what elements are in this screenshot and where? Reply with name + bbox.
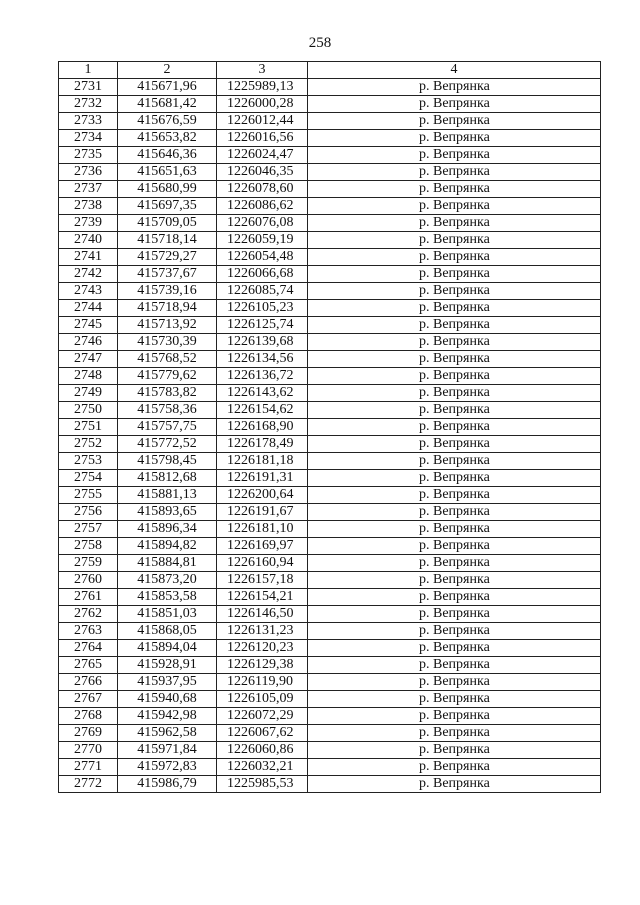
- table-row: [59, 674, 601, 691]
- table-row: [59, 538, 601, 555]
- x-coordinate-cell: 415651,63: [118, 164, 217, 181]
- description-cell: р. Вепрянка: [308, 589, 601, 606]
- table-row: [59, 521, 601, 538]
- table-row: [59, 181, 601, 198]
- description-cell: р. Вепрянка: [308, 538, 601, 555]
- description-cell: р. Вепрянка: [308, 487, 601, 504]
- y-coordinate-cell: 1226200,64: [217, 487, 308, 504]
- table-row: [59, 232, 601, 249]
- point-number-cell: 2758: [59, 538, 118, 555]
- description-cell: р. Вепрянка: [308, 249, 601, 266]
- point-number-cell: 2764: [59, 640, 118, 657]
- point-number-cell: 2767: [59, 691, 118, 708]
- x-coordinate-cell: 415680,99: [118, 181, 217, 198]
- point-number-cell: 2741: [59, 249, 118, 266]
- table-row: [59, 130, 601, 147]
- y-coordinate-cell: 1226119,90: [217, 674, 308, 691]
- x-coordinate-cell: 415894,04: [118, 640, 217, 657]
- point-number-cell: 2769: [59, 725, 118, 742]
- x-coordinate-cell: 415942,98: [118, 708, 217, 725]
- x-coordinate-cell: 415896,34: [118, 521, 217, 538]
- point-number-cell: 2744: [59, 300, 118, 317]
- y-coordinate-cell: 1226076,08: [217, 215, 308, 232]
- x-coordinate-cell: 415853,58: [118, 589, 217, 606]
- description-cell: р. Вепрянка: [308, 606, 601, 623]
- point-number-cell: 2752: [59, 436, 118, 453]
- table-row: [59, 334, 601, 351]
- point-number-cell: 2733: [59, 113, 118, 130]
- x-coordinate-cell: 415928,91: [118, 657, 217, 674]
- point-number-cell: 2761: [59, 589, 118, 606]
- description-cell: р. Вепрянка: [308, 521, 601, 538]
- y-coordinate-cell: 1226181,10: [217, 521, 308, 538]
- x-coordinate-cell: 415893,65: [118, 504, 217, 521]
- y-coordinate-cell: 1225985,53: [217, 776, 308, 793]
- table-row: [59, 776, 601, 793]
- x-coordinate-cell: 415758,36: [118, 402, 217, 419]
- y-coordinate-cell: 1226085,74: [217, 283, 308, 300]
- point-number-cell: 2738: [59, 198, 118, 215]
- table-row: [59, 96, 601, 113]
- table-row: [59, 385, 601, 402]
- coordinates-table: [58, 61, 601, 793]
- x-coordinate-cell: 415709,05: [118, 215, 217, 232]
- table-row: [59, 742, 601, 759]
- table-row: [59, 759, 601, 776]
- description-cell: р. Вепрянка: [308, 232, 601, 249]
- table-row: [59, 317, 601, 334]
- table-row: [59, 113, 601, 130]
- table-row: [59, 266, 601, 283]
- description-cell: р. Вепрянка: [308, 215, 601, 232]
- y-coordinate-cell: 1226157,18: [217, 572, 308, 589]
- point-number-cell: 2745: [59, 317, 118, 334]
- table-row: [59, 283, 601, 300]
- y-coordinate-cell: 1226105,23: [217, 300, 308, 317]
- point-number-cell: 2765: [59, 657, 118, 674]
- point-number-cell: 2743: [59, 283, 118, 300]
- x-coordinate-cell: 415894,82: [118, 538, 217, 555]
- point-number-cell: 2731: [59, 79, 118, 96]
- point-number-cell: 2742: [59, 266, 118, 283]
- point-number-cell: 2755: [59, 487, 118, 504]
- point-number-cell: 2763: [59, 623, 118, 640]
- point-number-cell: 2737: [59, 181, 118, 198]
- table-row: [59, 164, 601, 181]
- table-row: [59, 725, 601, 742]
- table-row: [59, 487, 601, 504]
- y-coordinate-cell: 1226060,86: [217, 742, 308, 759]
- point-number-cell: 2747: [59, 351, 118, 368]
- y-coordinate-cell: 1225989,13: [217, 79, 308, 96]
- x-coordinate-cell: 415783,82: [118, 385, 217, 402]
- x-coordinate-cell: 415757,75: [118, 419, 217, 436]
- table-row: [59, 79, 601, 96]
- description-cell: р. Вепрянка: [308, 113, 601, 130]
- point-number-cell: 2751: [59, 419, 118, 436]
- x-coordinate-cell: 415812,68: [118, 470, 217, 487]
- description-cell: р. Вепрянка: [308, 674, 601, 691]
- point-number-cell: 2732: [59, 96, 118, 113]
- table-row: [59, 198, 601, 215]
- point-number-cell: 2759: [59, 555, 118, 572]
- x-coordinate-cell: 415676,59: [118, 113, 217, 130]
- x-coordinate-cell: 415881,13: [118, 487, 217, 504]
- description-cell: р. Вепрянка: [308, 130, 601, 147]
- y-coordinate-cell: 1226131,23: [217, 623, 308, 640]
- description-cell: р. Вепрянка: [308, 657, 601, 674]
- table-row: [59, 504, 601, 521]
- description-cell: р. Вепрянка: [308, 96, 601, 113]
- x-coordinate-cell: 415962,58: [118, 725, 217, 742]
- x-coordinate-cell: 415986,79: [118, 776, 217, 793]
- y-coordinate-cell: 1226046,35: [217, 164, 308, 181]
- description-cell: р. Вепрянка: [308, 181, 601, 198]
- table-row: [59, 351, 601, 368]
- table-row: [59, 419, 601, 436]
- description-cell: р. Вепрянка: [308, 725, 601, 742]
- point-number-cell: 2754: [59, 470, 118, 487]
- description-cell: р. Вепрянка: [308, 691, 601, 708]
- column-header-point-number: 1: [59, 62, 118, 79]
- description-cell: р. Вепрянка: [308, 198, 601, 215]
- table-row: [59, 402, 601, 419]
- x-coordinate-cell: 415739,16: [118, 283, 217, 300]
- table-row: [59, 470, 601, 487]
- table-row: [59, 572, 601, 589]
- y-coordinate-cell: 1226032,21: [217, 759, 308, 776]
- y-coordinate-cell: 1226181,18: [217, 453, 308, 470]
- y-coordinate-cell: 1226154,21: [217, 589, 308, 606]
- description-cell: р. Вепрянка: [308, 147, 601, 164]
- description-cell: р. Вепрянка: [308, 283, 601, 300]
- description-cell: р. Вепрянка: [308, 504, 601, 521]
- y-coordinate-cell: 1226072,29: [217, 708, 308, 725]
- point-number-cell: 2749: [59, 385, 118, 402]
- y-coordinate-cell: 1226016,56: [217, 130, 308, 147]
- y-coordinate-cell: 1226191,31: [217, 470, 308, 487]
- x-coordinate-cell: 415718,94: [118, 300, 217, 317]
- y-coordinate-cell: 1226066,68: [217, 266, 308, 283]
- table-row: [59, 147, 601, 164]
- column-header-y: 3: [217, 62, 308, 79]
- table-row: [59, 215, 601, 232]
- x-coordinate-cell: 415937,95: [118, 674, 217, 691]
- y-coordinate-cell: 1226139,68: [217, 334, 308, 351]
- table-row: [59, 300, 601, 317]
- y-coordinate-cell: 1226191,67: [217, 504, 308, 521]
- description-cell: р. Вепрянка: [308, 436, 601, 453]
- x-coordinate-cell: 415798,45: [118, 453, 217, 470]
- description-cell: р. Вепрянка: [308, 266, 601, 283]
- table-body: [59, 79, 601, 793]
- description-cell: р. Вепрянка: [308, 368, 601, 385]
- table-row: [59, 249, 601, 266]
- point-number-cell: 2756: [59, 504, 118, 521]
- point-number-cell: 2736: [59, 164, 118, 181]
- table-row: [59, 368, 601, 385]
- table-row: [59, 436, 601, 453]
- description-cell: р. Вепрянка: [308, 402, 601, 419]
- y-coordinate-cell: 1226143,62: [217, 385, 308, 402]
- point-number-cell: 2760: [59, 572, 118, 589]
- table-row: [59, 555, 601, 572]
- description-cell: р. Вепрянка: [308, 79, 601, 96]
- page-number: 258: [308, 35, 332, 51]
- y-coordinate-cell: 1226059,19: [217, 232, 308, 249]
- point-number-cell: 2757: [59, 521, 118, 538]
- table-row: [59, 691, 601, 708]
- x-coordinate-cell: 415868,05: [118, 623, 217, 640]
- point-number-cell: 2739: [59, 215, 118, 232]
- description-cell: р. Вепрянка: [308, 300, 601, 317]
- y-coordinate-cell: 1226024,47: [217, 147, 308, 164]
- description-cell: р. Вепрянка: [308, 742, 601, 759]
- description-cell: р. Вепрянка: [308, 385, 601, 402]
- point-number-cell: 2750: [59, 402, 118, 419]
- description-cell: р. Вепрянка: [308, 334, 601, 351]
- y-coordinate-cell: 1226012,44: [217, 113, 308, 130]
- point-number-cell: 2762: [59, 606, 118, 623]
- point-number-cell: 2766: [59, 674, 118, 691]
- x-coordinate-cell: 415697,35: [118, 198, 217, 215]
- description-cell: р. Вепрянка: [308, 759, 601, 776]
- table-row: [59, 589, 601, 606]
- x-coordinate-cell: 415884,81: [118, 555, 217, 572]
- x-coordinate-cell: 415768,52: [118, 351, 217, 368]
- y-coordinate-cell: 1226178,49: [217, 436, 308, 453]
- x-coordinate-cell: 415972,83: [118, 759, 217, 776]
- table-header-row: [59, 62, 601, 79]
- table-row: [59, 708, 601, 725]
- description-cell: р. Вепрянка: [308, 351, 601, 368]
- y-coordinate-cell: 1226000,28: [217, 96, 308, 113]
- y-coordinate-cell: 1226105,09: [217, 691, 308, 708]
- column-header-x: 2: [118, 62, 217, 79]
- y-coordinate-cell: 1226136,72: [217, 368, 308, 385]
- description-cell: р. Вепрянка: [308, 572, 601, 589]
- description-cell: р. Вепрянка: [308, 317, 601, 334]
- x-coordinate-cell: 415671,96: [118, 79, 217, 96]
- y-coordinate-cell: 1226134,56: [217, 351, 308, 368]
- y-coordinate-cell: 1226078,60: [217, 181, 308, 198]
- y-coordinate-cell: 1226120,23: [217, 640, 308, 657]
- x-coordinate-cell: 415779,62: [118, 368, 217, 385]
- y-coordinate-cell: 1226160,94: [217, 555, 308, 572]
- y-coordinate-cell: 1226125,74: [217, 317, 308, 334]
- x-coordinate-cell: 415772,52: [118, 436, 217, 453]
- table-row: [59, 623, 601, 640]
- column-header-description: 4: [308, 62, 601, 79]
- x-coordinate-cell: 415653,82: [118, 130, 217, 147]
- point-number-cell: 2771: [59, 759, 118, 776]
- x-coordinate-cell: 415940,68: [118, 691, 217, 708]
- y-coordinate-cell: 1226146,50: [217, 606, 308, 623]
- description-cell: р. Вепрянка: [308, 164, 601, 181]
- point-number-cell: 2753: [59, 453, 118, 470]
- x-coordinate-cell: 415737,67: [118, 266, 217, 283]
- x-coordinate-cell: 415851,03: [118, 606, 217, 623]
- description-cell: р. Вепрянка: [308, 623, 601, 640]
- x-coordinate-cell: 415718,14: [118, 232, 217, 249]
- point-number-cell: 2734: [59, 130, 118, 147]
- x-coordinate-cell: 415730,39: [118, 334, 217, 351]
- point-number-cell: 2735: [59, 147, 118, 164]
- point-number-cell: 2772: [59, 776, 118, 793]
- description-cell: р. Вепрянка: [308, 470, 601, 487]
- description-cell: р. Вепрянка: [308, 555, 601, 572]
- y-coordinate-cell: 1226169,97: [217, 538, 308, 555]
- table-row: [59, 640, 601, 657]
- y-coordinate-cell: 1226129,38: [217, 657, 308, 674]
- description-cell: р. Вепрянка: [308, 708, 601, 725]
- point-number-cell: 2740: [59, 232, 118, 249]
- description-cell: р. Вепрянка: [308, 640, 601, 657]
- point-number-cell: 2768: [59, 708, 118, 725]
- description-cell: р. Вепрянка: [308, 419, 601, 436]
- point-number-cell: 2770: [59, 742, 118, 759]
- description-cell: р. Вепрянка: [308, 453, 601, 470]
- y-coordinate-cell: 1226086,62: [217, 198, 308, 215]
- x-coordinate-cell: 415729,27: [118, 249, 217, 266]
- x-coordinate-cell: 415971,84: [118, 742, 217, 759]
- point-number-cell: 2748: [59, 368, 118, 385]
- y-coordinate-cell: 1226154,62: [217, 402, 308, 419]
- description-cell: р. Вепрянка: [308, 776, 601, 793]
- x-coordinate-cell: 415646,36: [118, 147, 217, 164]
- table-row: [59, 606, 601, 623]
- x-coordinate-cell: 415873,20: [118, 572, 217, 589]
- y-coordinate-cell: 1226054,48: [217, 249, 308, 266]
- table-row: [59, 453, 601, 470]
- point-number-cell: 2746: [59, 334, 118, 351]
- x-coordinate-cell: 415713,92: [118, 317, 217, 334]
- y-coordinate-cell: 1226067,62: [217, 725, 308, 742]
- table-row: [59, 657, 601, 674]
- x-coordinate-cell: 415681,42: [118, 96, 217, 113]
- y-coordinate-cell: 1226168,90: [217, 419, 308, 436]
